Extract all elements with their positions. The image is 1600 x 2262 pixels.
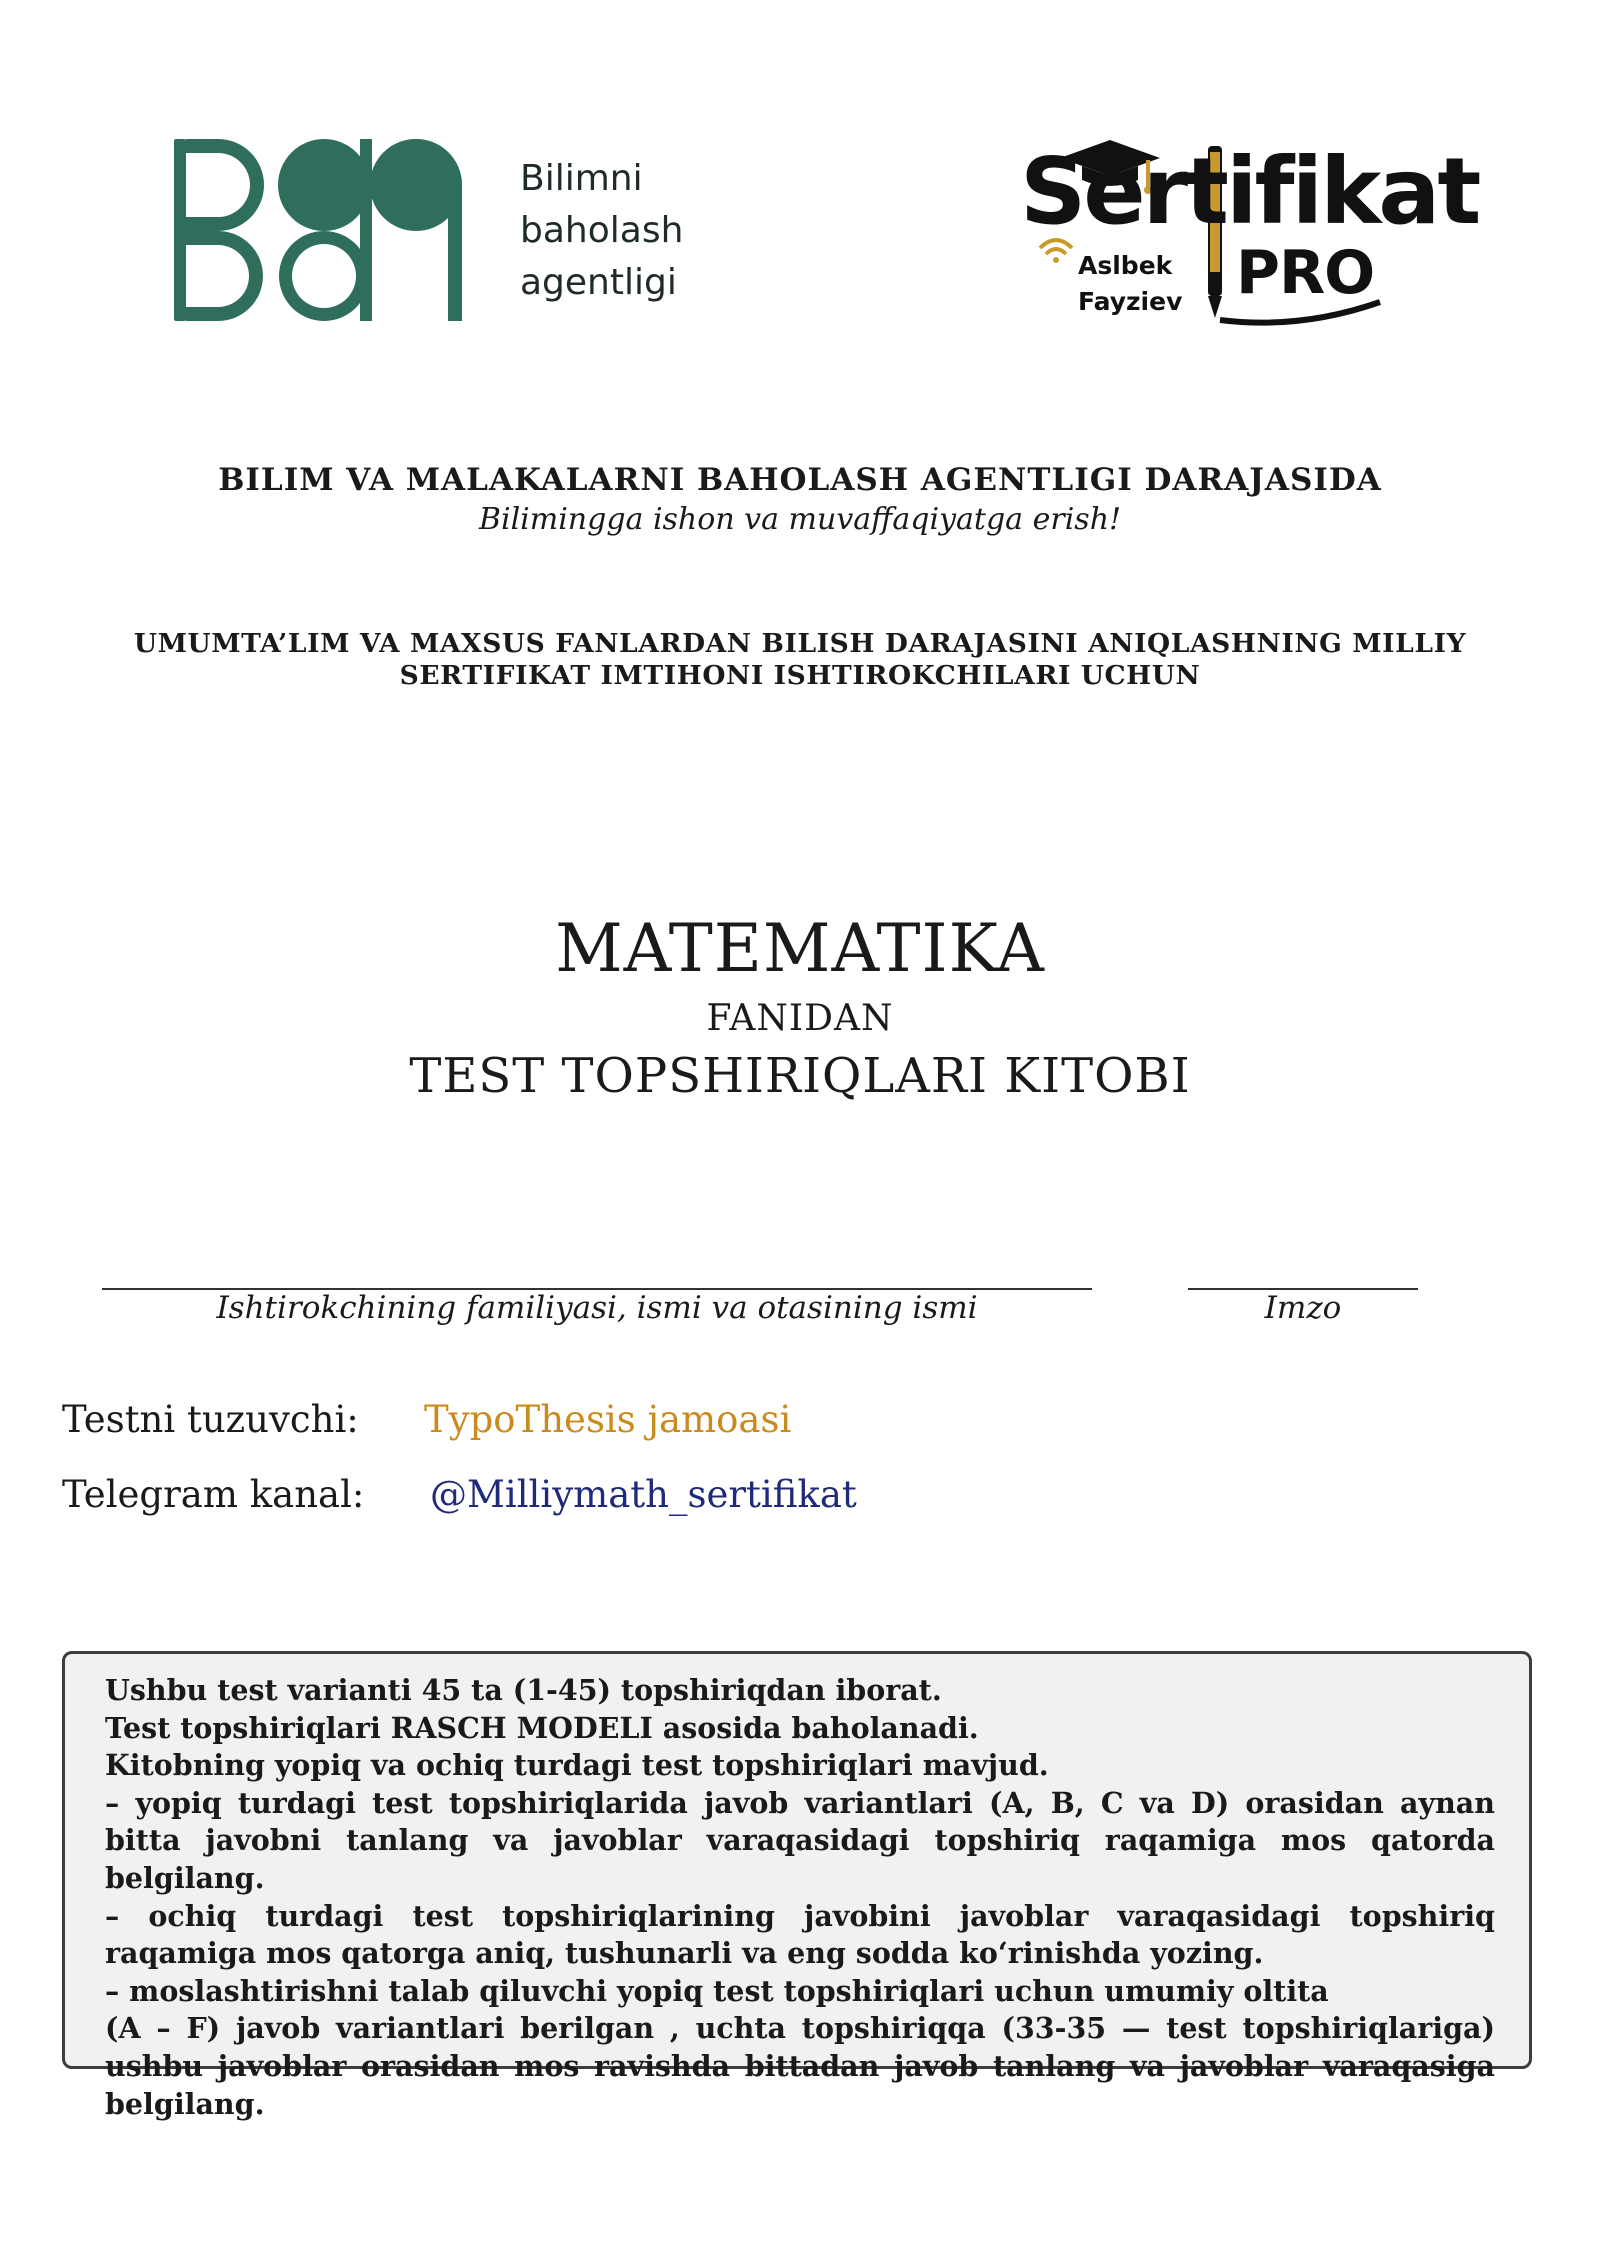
target-audience (0, 628, 1600, 692)
book-title: TEST TOPSHIRIQLARI KITOBI (409, 1048, 1191, 1104)
motto: Bilimingga ishon va muvaffaqiyatga erish! (478, 502, 1122, 537)
pro-badge: PRO (1236, 238, 1375, 308)
author-value: TypoThesis jamoasi (424, 1398, 792, 1441)
sertifikat-pro-logo (1020, 130, 1479, 330)
name-signature-label: Ishtirokchining familiyasi, ismi va otasining ismi (216, 1290, 978, 1326)
logo-line-2: baholash (520, 210, 684, 251)
bba-logo-text (520, 153, 740, 309)
sertifikat-author (1078, 248, 1182, 320)
instruction-line: Test topshiriqlari RASCH MODELI asosida baholanadi. (105, 1710, 979, 1745)
telegram-channel-link[interactable]: @Milliymath_sertifikat (430, 1473, 857, 1516)
target-line-2: SERTIFIKAT IMTIHONI ISHTIROKCHILARI UCHUN (399, 660, 1201, 691)
instructions-text (105, 1672, 1495, 2123)
bba-logo (170, 135, 730, 335)
logo-line-1: Bilimni (520, 158, 643, 199)
instruction-line: Ushbu test varianti 45 ta (1-45) topshiriqdan iborat. (105, 1673, 942, 1707)
author-label: Testni tuzuvchi: (62, 1398, 359, 1441)
agency-heading: BILIM VA MALAKALARNI BAHOLASH AGENTLIGI DARAJASIDA (218, 462, 1382, 498)
subject-suffix: FANIDAN (706, 998, 894, 1039)
author-first-name: Aslbek (1078, 251, 1173, 280)
instruction-line: (A – F) javob variantlari berilgan , uchta topshiriqqa (33-35 — test topshiriqlariga) ushbu javoblar orasidan mos ravishda bittadan javob tanlang va javoblar varaqasiga belgilang. (105, 2011, 1495, 2121)
channel-label: Telegram kanal: (62, 1473, 365, 1516)
instruction-line: – yopiq turdagi test topshiriqlarida javob variantlari (A, B, C va D) orasidan aynan bitta javobni tanlang va javoblar varaqasidagi topshiriq raqamiga mos qatorda belgilang. (105, 1785, 1495, 1895)
subject-title: MATEMATIKA (555, 910, 1045, 987)
instruction-line: – ochiq turdagi test topshiriqlarining javobini javoblar varaqasidagi topshiriq raqamiga mos qatorga aniq, tushunarli va eng sodda ko‘rinishda yozing. (105, 1898, 1495, 1971)
author-last-name: Fayziev (1078, 287, 1183, 316)
bba-logo-mark (170, 135, 500, 325)
instructions-box (62, 1651, 1532, 2121)
target-line-1: UMUMTA’LIM VA MAXSUS FANLARDAN BILISH DARAJASINI ANIQLASHNING MILLIY (133, 628, 1467, 659)
sertifikat-title: Sertifikat (1020, 138, 1479, 245)
logo-line-3: agentligi (520, 262, 677, 303)
sign-label: Imzo (1264, 1290, 1342, 1326)
instruction-line: – moslashtirishni talab qiluvchi yopiq test topshiriqlari uchun umumiy oltita (105, 1973, 1329, 2008)
instruction-line: Kitobning yopiq va ochiq turdagi test topshiriqlari mavjud. (105, 1748, 1049, 1783)
